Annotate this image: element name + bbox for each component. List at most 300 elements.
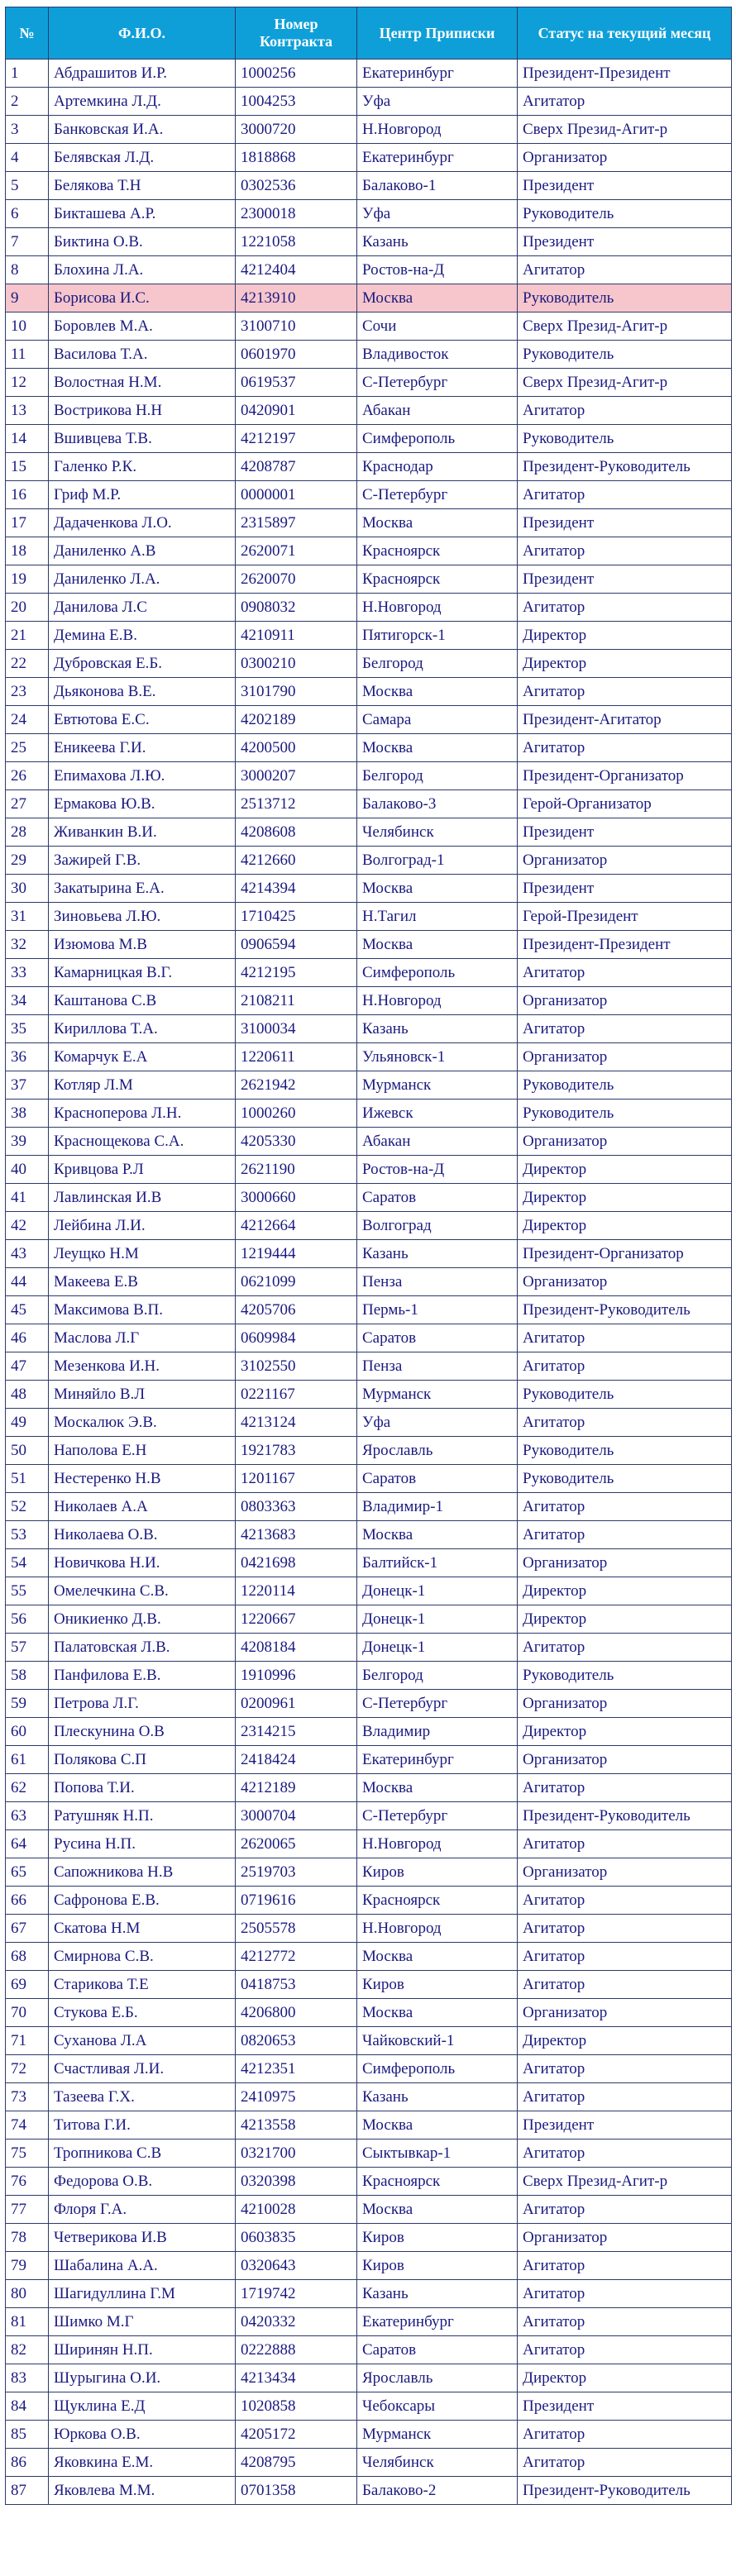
full-name-cell: Василова Т.А.: [49, 341, 236, 369]
monthly-status-cell: Герой-Президент: [518, 903, 732, 931]
full-name-cell: Белякова Т.Н: [49, 172, 236, 200]
monthly-status-cell: Агитатор: [518, 2421, 732, 2449]
registration-center-cell: Пермь-1: [357, 1296, 518, 1324]
row-number-cell: 38: [6, 1100, 49, 1128]
row-number-cell: 72: [6, 2055, 49, 2083]
registration-center-cell: Казань: [357, 1015, 518, 1043]
monthly-status-cell: Агитатор: [518, 1971, 732, 1999]
table-row: [6, 1634, 732, 1662]
contract-number-cell: 2418424: [236, 1746, 357, 1774]
monthly-status-cell: Руководитель: [518, 1662, 732, 1690]
contract-number-cell: 0320643: [236, 2252, 357, 2280]
row-number-cell: 70: [6, 1999, 49, 2027]
members-table: [5, 7, 732, 2505]
contract-number-cell: 4208787: [236, 453, 357, 481]
contract-number-cell: 1220114: [236, 1577, 357, 1605]
row-number-cell: 78: [6, 2224, 49, 2252]
monthly-status-cell: Организатор: [518, 1690, 732, 1718]
monthly-status-cell: Директор: [518, 1577, 732, 1605]
full-name-cell: Комарчук Е.А: [49, 1043, 236, 1071]
full-name-cell: Мезенкова И.Н.: [49, 1352, 236, 1381]
registration-center-cell: С-Петербург: [357, 1690, 518, 1718]
monthly-status-cell: Президент: [518, 875, 732, 903]
registration-center-cell: Москва: [357, 2111, 518, 2140]
row-number-cell: 86: [6, 2449, 49, 2477]
contract-number-cell: 1910996: [236, 1662, 357, 1690]
registration-center-cell: Абакан: [357, 1128, 518, 1156]
contract-number-cell: 0621099: [236, 1268, 357, 1296]
registration-center-cell: Н.Новгород: [357, 594, 518, 622]
row-number-cell: 36: [6, 1043, 49, 1071]
registration-center-cell: Саратов: [357, 1465, 518, 1493]
registration-center-cell: Казань: [357, 1240, 518, 1268]
row-number-cell: 67: [6, 1915, 49, 1943]
registration-center-cell: Мурманск: [357, 1071, 518, 1100]
table-row: [6, 481, 732, 509]
registration-center-cell: Красноярск: [357, 537, 518, 565]
registration-center-cell: Москва: [357, 284, 518, 312]
monthly-status-cell: Директор: [518, 650, 732, 678]
table-row: [6, 818, 732, 847]
row-number-cell: 64: [6, 1830, 49, 1858]
registration-center-cell: Красноярск: [357, 565, 518, 594]
row-number-cell: 83: [6, 2364, 49, 2392]
monthly-status-cell: Агитатор: [518, 2055, 732, 2083]
contract-number-cell: 1221058: [236, 228, 357, 256]
registration-center-cell: Киров: [357, 2224, 518, 2252]
registration-center-cell: С-Петербург: [357, 369, 518, 397]
full-name-cell: Юркова О.В.: [49, 2421, 236, 2449]
table-row: [6, 1324, 732, 1352]
registration-center-cell: Владимир-1: [357, 1493, 518, 1521]
monthly-status-cell: Руководитель: [518, 1437, 732, 1465]
table-row: [6, 1802, 732, 1830]
monthly-status-cell: Агитатор: [518, 2196, 732, 2224]
contract-number-cell: 0200961: [236, 1690, 357, 1718]
registration-center-cell: Ярославль: [357, 1437, 518, 1465]
row-number-cell: 50: [6, 1437, 49, 1465]
row-number-cell: 69: [6, 1971, 49, 1999]
contract-number-cell: 0803363: [236, 1493, 357, 1521]
table-row: [6, 1858, 732, 1887]
row-number-cell: 31: [6, 903, 49, 931]
registration-center-cell: Балаково-2: [357, 2477, 518, 2505]
monthly-status-cell: Сверх Презид-Агит-р: [518, 116, 732, 144]
table-row: [6, 987, 732, 1015]
monthly-status-cell: Организатор: [518, 1746, 732, 1774]
table-row: [6, 1043, 732, 1071]
monthly-status-cell: Агитатор: [518, 1830, 732, 1858]
header-monthly-status: Статус на текущий месяц: [518, 7, 732, 60]
registration-center-cell: Уфа: [357, 1409, 518, 1437]
registration-center-cell: Москва: [357, 734, 518, 762]
registration-center-cell: Саратов: [357, 1324, 518, 1352]
registration-center-cell: Балтийск-1: [357, 1549, 518, 1577]
contract-number-cell: 3100034: [236, 1015, 357, 1043]
table-row: [6, 762, 732, 790]
table-row: [6, 1352, 732, 1381]
contract-number-cell: 2314215: [236, 1718, 357, 1746]
row-number-cell: 75: [6, 2140, 49, 2168]
contract-number-cell: 1201167: [236, 1465, 357, 1493]
registration-center-cell: Уфа: [357, 200, 518, 228]
contract-number-cell: 3000704: [236, 1802, 357, 1830]
table-row: [6, 1465, 732, 1493]
table-row: [6, 369, 732, 397]
monthly-status-cell: Организатор: [518, 1268, 732, 1296]
monthly-status-cell: Руководитель: [518, 1381, 732, 1409]
row-number-cell: 26: [6, 762, 49, 790]
monthly-status-cell: Президент-Организатор: [518, 1240, 732, 1268]
registration-center-cell: Москва: [357, 678, 518, 706]
table-row: [6, 2111, 732, 2140]
full-name-cell: Камарницкая В.Г.: [49, 959, 236, 987]
full-name-cell: Даниленко Л.А.: [49, 565, 236, 594]
full-name-cell: Дьяконова В.Е.: [49, 678, 236, 706]
contract-number-cell: 4213910: [236, 284, 357, 312]
registration-center-cell: Челябинск: [357, 2449, 518, 2477]
registration-center-cell: Волгоград-1: [357, 847, 518, 875]
registration-center-cell: Владивосток: [357, 341, 518, 369]
registration-center-cell: Чайковский-1: [357, 2027, 518, 2055]
table-row: [6, 312, 732, 341]
contract-number-cell: 4213683: [236, 1521, 357, 1549]
table-row: [6, 228, 732, 256]
row-number-cell: 52: [6, 1493, 49, 1521]
monthly-status-cell: Руководитель: [518, 425, 732, 453]
table-row: [6, 1268, 732, 1296]
row-number-cell: 21: [6, 622, 49, 650]
contract-number-cell: 4208795: [236, 2449, 357, 2477]
full-name-cell: Старикова Т.Е: [49, 1971, 236, 1999]
contract-number-cell: 4212660: [236, 847, 357, 875]
monthly-status-cell: Директор: [518, 2027, 732, 2055]
full-name-cell: Ермакова Ю.В.: [49, 790, 236, 818]
full-name-cell: Артемкина Л.Д.: [49, 88, 236, 116]
contract-number-cell: 2315897: [236, 509, 357, 537]
row-number-cell: 17: [6, 509, 49, 537]
registration-center-cell: Москва: [357, 875, 518, 903]
monthly-status-cell: Руководитель: [518, 1100, 732, 1128]
full-name-cell: Омелечкина С.В.: [49, 1577, 236, 1605]
full-name-cell: Ширинян Н.П.: [49, 2336, 236, 2364]
row-number-cell: 59: [6, 1690, 49, 1718]
table-row: [6, 537, 732, 565]
table-row: [6, 650, 732, 678]
full-name-cell: Сапожникова Н.В: [49, 1858, 236, 1887]
row-number-cell: 37: [6, 1071, 49, 1100]
row-number-cell: 82: [6, 2336, 49, 2364]
monthly-status-cell: Сверх Презид-Агит-р: [518, 2168, 732, 2196]
full-name-cell: Суханова Л.А: [49, 2027, 236, 2055]
full-name-cell: Банковская И.А.: [49, 116, 236, 144]
contract-number-cell: 0609984: [236, 1324, 357, 1352]
full-name-cell: Максимова В.П.: [49, 1296, 236, 1324]
table-row: [6, 2224, 732, 2252]
row-number-cell: 57: [6, 1634, 49, 1662]
full-name-cell: Абдрашитов И.Р.: [49, 60, 236, 88]
table-row: [6, 1971, 732, 1999]
contract-number-cell: 4202189: [236, 706, 357, 734]
row-number-cell: 62: [6, 1774, 49, 1802]
registration-center-cell: Н.Новгород: [357, 987, 518, 1015]
monthly-status-cell: Агитатор: [518, 1887, 732, 1915]
contract-number-cell: 4208184: [236, 1634, 357, 1662]
registration-center-cell: Екатеринбург: [357, 1746, 518, 1774]
registration-center-cell: Москва: [357, 1999, 518, 2027]
full-name-cell: Маслова Л.Г: [49, 1324, 236, 1352]
table-row: [6, 1015, 732, 1043]
table-row: [6, 1184, 732, 1212]
row-number-cell: 71: [6, 2027, 49, 2055]
contract-number-cell: 0320398: [236, 2168, 357, 2196]
full-name-cell: Николаева О.В.: [49, 1521, 236, 1549]
monthly-status-cell: Агитатор: [518, 1324, 732, 1352]
row-number-cell: 4: [6, 144, 49, 172]
full-name-cell: Котляр Л.М: [49, 1071, 236, 1100]
registration-center-cell: Н.Тагил: [357, 903, 518, 931]
monthly-status-cell: Организатор: [518, 987, 732, 1015]
registration-center-cell: Мурманск: [357, 1381, 518, 1409]
full-name-cell: Петрова Л.Г.: [49, 1690, 236, 1718]
row-number-cell: 49: [6, 1409, 49, 1437]
table-row: [6, 2421, 732, 2449]
row-number-cell: 3: [6, 116, 49, 144]
contract-number-cell: 0302536: [236, 172, 357, 200]
table-row: [6, 397, 732, 425]
monthly-status-cell: Сверх Презид-Агит-р: [518, 312, 732, 341]
monthly-status-cell: Агитатор: [518, 1409, 732, 1437]
full-name-cell: Боровлев М.А.: [49, 312, 236, 341]
row-number-cell: 63: [6, 1802, 49, 1830]
table-row: [6, 2477, 732, 2505]
contract-number-cell: 0601970: [236, 341, 357, 369]
contract-number-cell: 0221167: [236, 1381, 357, 1409]
monthly-status-cell: Президент: [518, 565, 732, 594]
monthly-status-cell: Агитатор: [518, 481, 732, 509]
table-row: [6, 2168, 732, 2196]
row-number-cell: 12: [6, 369, 49, 397]
full-name-cell: Москалюк Э.В.: [49, 1409, 236, 1437]
registration-center-cell: Чебоксары: [357, 2392, 518, 2421]
row-number-cell: 9: [6, 284, 49, 312]
row-number-cell: 32: [6, 931, 49, 959]
table-row: [6, 1915, 732, 1943]
monthly-status-cell: Президент: [518, 818, 732, 847]
table-row: [6, 790, 732, 818]
table-row: [6, 2140, 732, 2168]
contract-number-cell: 0906594: [236, 931, 357, 959]
row-number-cell: 66: [6, 1887, 49, 1915]
monthly-status-cell: Организатор: [518, 144, 732, 172]
contract-number-cell: 2300018: [236, 200, 357, 228]
row-number-cell: 85: [6, 2421, 49, 2449]
full-name-cell: Лейбина Л.И.: [49, 1212, 236, 1240]
table-row: [6, 2196, 732, 2224]
registration-center-cell: Волгоград: [357, 1212, 518, 1240]
contract-number-cell: 1921783: [236, 1437, 357, 1465]
registration-center-cell: Владимир: [357, 1718, 518, 1746]
table-row: [6, 2449, 732, 2477]
full-name-cell: Дадаченкова Л.О.: [49, 509, 236, 537]
registration-center-cell: Белгород: [357, 650, 518, 678]
full-name-cell: Галенко Р.К.: [49, 453, 236, 481]
registration-center-cell: Москва: [357, 931, 518, 959]
contract-number-cell: 4205706: [236, 1296, 357, 1324]
table-row: [6, 1296, 732, 1324]
registration-center-cell: Казань: [357, 228, 518, 256]
row-number-cell: 53: [6, 1521, 49, 1549]
contract-number-cell: 3000207: [236, 762, 357, 790]
table-row: [6, 88, 732, 116]
table-row: [6, 565, 732, 594]
full-name-cell: Вшивцева Т.В.: [49, 425, 236, 453]
contract-number-cell: 1710425: [236, 903, 357, 931]
table-row: [6, 1690, 732, 1718]
contract-number-cell: 3100710: [236, 312, 357, 341]
full-name-cell: Шабалина А.А.: [49, 2252, 236, 2280]
registration-center-cell: Москва: [357, 509, 518, 537]
registration-center-cell: С-Петербург: [357, 1802, 518, 1830]
full-name-cell: Тазеева Г.Х.: [49, 2083, 236, 2111]
table-row: [6, 1746, 732, 1774]
row-number-cell: 28: [6, 818, 49, 847]
contract-number-cell: 2620070: [236, 565, 357, 594]
table-row: [6, 1718, 732, 1746]
full-name-cell: Борисова И.С.: [49, 284, 236, 312]
monthly-status-cell: Агитатор: [518, 2336, 732, 2364]
contract-number-cell: 4206800: [236, 1999, 357, 2027]
table-row: [6, 594, 732, 622]
monthly-status-cell: Сверх Презид-Агит-р: [518, 369, 732, 397]
row-number-cell: 87: [6, 2477, 49, 2505]
contract-number-cell: 0321700: [236, 2140, 357, 2168]
contract-number-cell: 0000001: [236, 481, 357, 509]
registration-center-cell: Сочи: [357, 312, 518, 341]
monthly-status-cell: Организатор: [518, 1128, 732, 1156]
row-number-cell: 80: [6, 2280, 49, 2308]
registration-center-cell: Челябинск: [357, 818, 518, 847]
full-name-cell: Четверикова И.В: [49, 2224, 236, 2252]
full-name-cell: Гриф М.Р.: [49, 481, 236, 509]
table-row: [6, 172, 732, 200]
monthly-status-cell: Руководитель: [518, 341, 732, 369]
full-name-cell: Федорова О.В.: [49, 2168, 236, 2196]
monthly-status-cell: Директор: [518, 1718, 732, 1746]
row-number-cell: 25: [6, 734, 49, 762]
monthly-status-cell: Директор: [518, 1212, 732, 1240]
header-contract-number: Номер Контракта: [236, 7, 357, 60]
contract-number-cell: 0908032: [236, 594, 357, 622]
table-row: [6, 1943, 732, 1971]
table-row: [6, 903, 732, 931]
row-number-cell: 51: [6, 1465, 49, 1493]
row-number-cell: 43: [6, 1240, 49, 1268]
row-number-cell: 6: [6, 200, 49, 228]
registration-center-cell: С-Петербург: [357, 481, 518, 509]
registration-center-cell: Пятигорск-1: [357, 622, 518, 650]
row-number-cell: 35: [6, 1015, 49, 1043]
monthly-status-cell: Президент: [518, 2111, 732, 2140]
full-name-cell: Счастливая Л.И.: [49, 2055, 236, 2083]
row-number-cell: 74: [6, 2111, 49, 2140]
registration-center-cell: Самара: [357, 706, 518, 734]
registration-center-cell: Донецк-1: [357, 1577, 518, 1605]
monthly-status-cell: Президент-Руководитель: [518, 1802, 732, 1830]
full-name-cell: Шагидуллина Г.М: [49, 2280, 236, 2308]
row-number-cell: 58: [6, 1662, 49, 1690]
table-row: [6, 2280, 732, 2308]
row-number-cell: 14: [6, 425, 49, 453]
contract-number-cell: 1719742: [236, 2280, 357, 2308]
table-row: [6, 1662, 732, 1690]
full-name-cell: Зажирей Г.В.: [49, 847, 236, 875]
contract-number-cell: 3000720: [236, 116, 357, 144]
full-name-cell: Кириллова Т.А.: [49, 1015, 236, 1043]
monthly-status-cell: Организатор: [518, 2224, 732, 2252]
table-row: [6, 622, 732, 650]
registration-center-cell: Н.Новгород: [357, 1915, 518, 1943]
contract-number-cell: 4212189: [236, 1774, 357, 1802]
monthly-status-cell: Президент: [518, 509, 732, 537]
table-row: [6, 2027, 732, 2055]
row-number-cell: 8: [6, 256, 49, 284]
full-name-cell: Яковкина Е.М.: [49, 2449, 236, 2477]
full-name-cell: Кривцова Р.Л: [49, 1156, 236, 1184]
full-name-cell: Краснощекова С.А.: [49, 1128, 236, 1156]
contract-number-cell: 0719616: [236, 1887, 357, 1915]
monthly-status-cell: Агитатор: [518, 2252, 732, 2280]
row-number-cell: 42: [6, 1212, 49, 1240]
registration-center-cell: Симферополь: [357, 2055, 518, 2083]
monthly-status-cell: Президент: [518, 172, 732, 200]
table-row: [6, 2252, 732, 2280]
table-row: [6, 116, 732, 144]
table-row: [6, 1830, 732, 1858]
monthly-status-cell: Агитатор: [518, 1521, 732, 1549]
registration-center-cell: Мурманск: [357, 2421, 518, 2449]
full-name-cell: Флоря Г.А.: [49, 2196, 236, 2224]
row-number-cell: 19: [6, 565, 49, 594]
monthly-status-cell: Организатор: [518, 1549, 732, 1577]
contract-number-cell: 4212664: [236, 1212, 357, 1240]
monthly-status-cell: Президент-Руководитель: [518, 2477, 732, 2505]
table-row: [6, 1212, 732, 1240]
monthly-status-cell: Организатор: [518, 1858, 732, 1887]
contract-number-cell: 4205330: [236, 1128, 357, 1156]
row-number-cell: 27: [6, 790, 49, 818]
table-row: [6, 1156, 732, 1184]
table-row: [6, 2364, 732, 2392]
row-number-cell: 65: [6, 1858, 49, 1887]
row-number-cell: 61: [6, 1746, 49, 1774]
contract-number-cell: 0701358: [236, 2477, 357, 2505]
row-number-cell: 48: [6, 1381, 49, 1409]
registration-center-cell: Балаково-1: [357, 172, 518, 200]
full-name-cell: Щуклина Е.Д: [49, 2392, 236, 2421]
full-name-cell: Плескунина О.В: [49, 1718, 236, 1746]
table-row: [6, 1887, 732, 1915]
monthly-status-cell: Руководитель: [518, 1465, 732, 1493]
row-number-cell: 76: [6, 2168, 49, 2196]
row-number-cell: 44: [6, 1268, 49, 1296]
registration-center-cell: Ростов-на-Д: [357, 256, 518, 284]
contract-number-cell: 4213434: [236, 2364, 357, 2392]
monthly-status-cell: Агитатор: [518, 2083, 732, 2111]
contract-number-cell: 0820653: [236, 2027, 357, 2055]
registration-center-cell: Киров: [357, 1858, 518, 1887]
contract-number-cell: 1818868: [236, 144, 357, 172]
